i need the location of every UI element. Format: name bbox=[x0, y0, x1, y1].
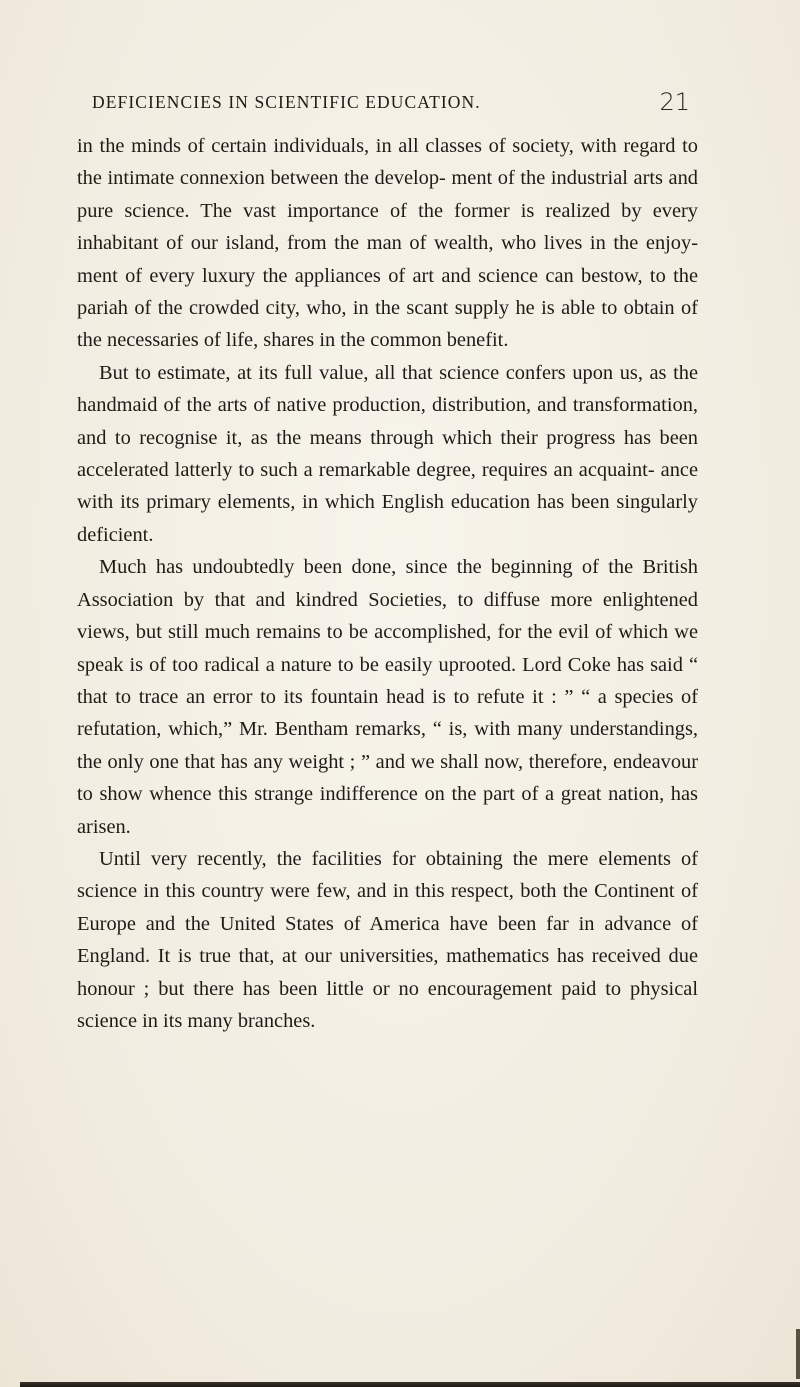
scan-bottom-edge bbox=[20, 1382, 800, 1387]
paragraph-continuation: in the minds of certain individuals, in all classes of society, with regard to the intimate connexion between the develop- ment of the industrial arts and pure science. The vast importance of the former is realized by every inhabitant of our island, from the man of wealth, who lives in the enjoy- ment of every luxury the appliances of art and science can bestow, to the pariah of the crowded city, who, in the scant supply he is able to obtain of the necessaries of life, shares in the common benefit. bbox=[77, 135, 698, 352]
running-title: DEFICIENCIES IN SCIENTIFIC EDUCATION. bbox=[92, 92, 481, 112]
paragraph-british-association: Much has undoubtedly been done, since the beginning of the British Association by that and kindred Societies, to diffuse more enlightened views, but still much remains to be accomplished, for the evil of which we speak is of too radical a nature to be easily uprooted. Lord Coke has said “ that to trace an error to its fountain head is to refute it : ” “ a species of refutation, which,” Mr. Bentham remarks, “ is, with many understandings, the only one that has any weight ; ” and we shall now, therefore, endeavour to show whence this strange indifference on the part of a great nation, has arisen. bbox=[77, 556, 698, 838]
paragraph-until-very-recently: Until very recently, the facilities for obtaining the mere elements of science in this country were few, and in this respect, both the Continent of Europe and the United States of America have been far in advance of England. It is true that, at our universities, mathematics has received due honour ; but there has been little or no encouragement paid to physical science in its many branches. bbox=[77, 847, 698, 1032]
body-text bbox=[77, 130, 698, 1037]
paragraph-science-confers: But to estimate, at its full value, all that science confers upon us, as the handmaid of the arts of native production, distribution, and transformation, and to recognise it, as the means through which their progress has been accelerated latterly to such a remarkable degree, requires an acquaint- ance with its primary elements, in which English education has been singularly deficient. bbox=[77, 361, 698, 546]
page-number: 21 bbox=[659, 88, 690, 116]
running-head bbox=[92, 88, 690, 118]
scan-edge-mark bbox=[796, 1329, 800, 1379]
